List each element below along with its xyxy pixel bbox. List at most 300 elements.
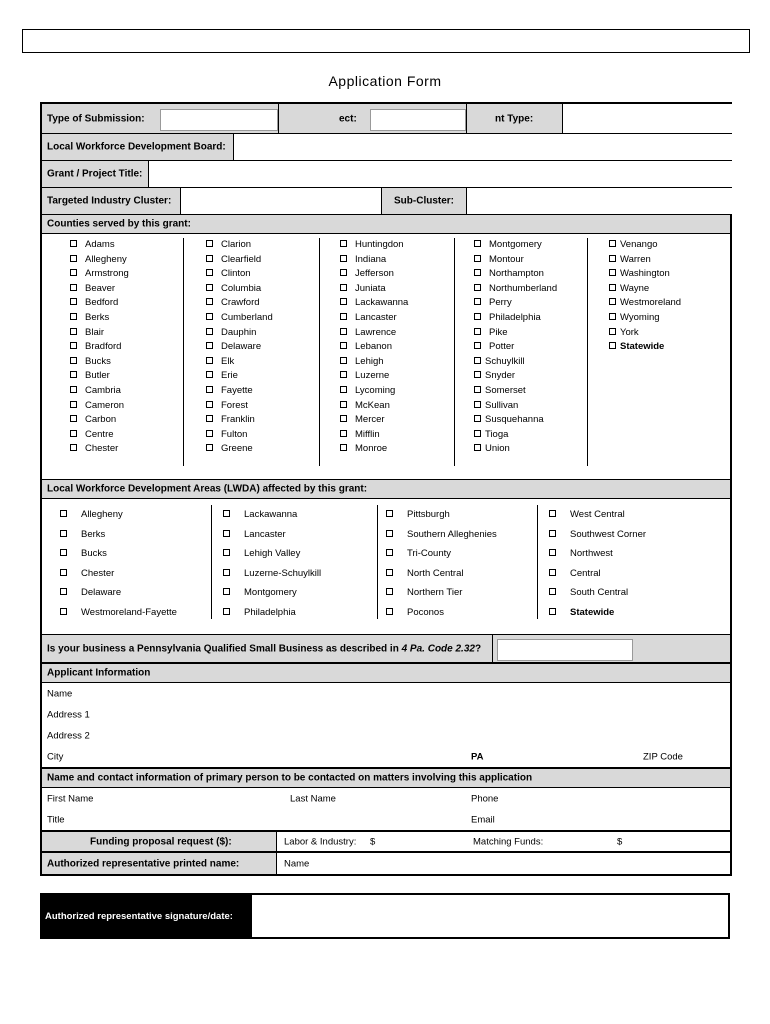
- checkbox-item[interactable]: [549, 544, 729, 564]
- authorized-row: [42, 853, 730, 874]
- checkbox-item[interactable]: [206, 399, 319, 414]
- checkbox[interactable]: [340, 430, 347, 437]
- checkbox[interactable]: [70, 313, 77, 320]
- counties-column-4: [474, 238, 588, 466]
- checkbox-item[interactable]: [206, 428, 319, 443]
- checkbox[interactable]: [60, 569, 67, 576]
- checkbox-item[interactable]: [474, 253, 587, 268]
- checkbox-item[interactable]: [474, 282, 587, 297]
- checkbox-item[interactable]: [474, 413, 587, 428]
- checkbox[interactable]: [549, 530, 556, 537]
- checkbox-item[interactable]: [609, 238, 729, 253]
- checkbox-item[interactable]: [609, 267, 729, 282]
- checkbox-item[interactable]: [609, 253, 729, 268]
- checkbox-label: Somerset: [485, 384, 526, 396]
- applicant-address1-label: Address 1: [47, 709, 90, 720]
- checkbox-label: Greene: [221, 443, 253, 455]
- checkbox-item[interactable]: [70, 238, 183, 253]
- applicant-address2-label: Address 2: [47, 730, 90, 741]
- checkbox-label: Wayne: [620, 282, 650, 294]
- checkbox[interactable]: [70, 240, 77, 247]
- checkbox[interactable]: [70, 342, 77, 349]
- checkbox[interactable]: [206, 444, 213, 451]
- project-title-field[interactable]: [148, 161, 732, 187]
- checkbox[interactable]: [70, 415, 77, 422]
- checkbox-label: Schuylkill: [485, 355, 525, 367]
- checkbox[interactable]: [609, 269, 616, 276]
- lwdb-field[interactable]: [233, 134, 732, 160]
- checkbox-label: Elk: [221, 355, 235, 367]
- checkbox[interactable]: [340, 240, 347, 247]
- checkbox-item[interactable]: [609, 282, 729, 297]
- checkbox-item[interactable]: [206, 413, 319, 428]
- project-label: ect:: [339, 113, 357, 124]
- checkbox-item[interactable]: [340, 282, 454, 297]
- checkbox[interactable]: [474, 313, 481, 320]
- checkbox[interactable]: [70, 401, 77, 408]
- checkbox[interactable]: [206, 357, 213, 364]
- checkbox[interactable]: [609, 342, 616, 349]
- checkbox-item[interactable]: [206, 311, 319, 326]
- checkbox[interactable]: [206, 415, 213, 422]
- checkbox[interactable]: [340, 342, 347, 349]
- checkbox-item[interactable]: [549, 564, 729, 584]
- checkbox[interactable]: [206, 371, 213, 378]
- checkbox-item[interactable]: [70, 282, 183, 297]
- checkbox[interactable]: [474, 269, 481, 276]
- checkbox-item[interactable]: [340, 311, 454, 326]
- checkbox[interactable]: [70, 371, 77, 378]
- checkbox-label: Union: [485, 443, 510, 455]
- checkbox-item[interactable]: [474, 238, 587, 253]
- checkbox-item[interactable]: [340, 238, 454, 253]
- checkbox-item[interactable]: [206, 326, 319, 341]
- matching-funds-amount[interactable]: $: [617, 836, 623, 847]
- checkbox[interactable]: [70, 430, 77, 437]
- checkbox[interactable]: [386, 510, 393, 517]
- checkbox-item[interactable]: [474, 311, 587, 326]
- checkbox-label: Warren: [620, 253, 651, 265]
- checkbox-item[interactable]: [223, 505, 377, 525]
- checkbox-item[interactable]: [206, 355, 319, 370]
- checkbox[interactable]: [549, 549, 556, 556]
- checkbox-item[interactable]: [474, 384, 587, 399]
- checkbox[interactable]: [340, 328, 347, 335]
- checkbox[interactable]: [340, 357, 347, 364]
- checkbox-label: Forest: [221, 399, 248, 411]
- title-label: Title: [47, 814, 65, 825]
- checkbox[interactable]: [206, 313, 213, 320]
- applicant-zip-label: ZIP Code: [643, 751, 683, 762]
- checkbox-label: Northumberland: [489, 282, 558, 294]
- checkbox[interactable]: [223, 588, 230, 595]
- lwda-column-1: [60, 505, 212, 619]
- applicant-name-row[interactable]: [42, 683, 730, 704]
- checkbox-item[interactable]: [70, 384, 183, 399]
- checkbox-label: Centre: [85, 428, 114, 440]
- checkbox-item[interactable]: [70, 413, 183, 428]
- checkbox[interactable]: [474, 240, 481, 247]
- checkbox[interactable]: [386, 608, 393, 615]
- checkbox-label: Erie: [221, 370, 238, 382]
- applicant-address1-row[interactable]: [42, 704, 730, 725]
- checkbox-item[interactable]: [223, 564, 377, 584]
- checkbox[interactable]: [206, 284, 213, 291]
- industry-label: Targeted Industry Cluster:: [47, 195, 172, 207]
- checkbox-item[interactable]: [474, 267, 587, 282]
- checkbox-item[interactable]: [206, 340, 319, 355]
- checkbox[interactable]: [340, 444, 347, 451]
- checkbox[interactable]: [474, 386, 481, 393]
- checkbox[interactable]: [340, 313, 347, 320]
- checkbox-item[interactable]: [206, 369, 319, 384]
- checkbox-label: Westmoreland-Fayette: [81, 606, 177, 618]
- checkbox[interactable]: [70, 269, 77, 276]
- checkbox-label: Adams: [85, 239, 115, 250]
- checkbox-item[interactable]: [549, 583, 729, 603]
- checkbox-item[interactable]: [70, 369, 183, 384]
- checkbox-label: Bucks: [85, 355, 111, 367]
- checkbox[interactable]: [206, 328, 213, 335]
- checkbox-label: Southern Alleghenies: [407, 528, 497, 540]
- checkbox-label: York: [620, 326, 639, 338]
- checkbox[interactable]: [549, 588, 556, 595]
- checkbox-label: Berks: [81, 528, 106, 540]
- checkbox-item[interactable]: [70, 355, 183, 370]
- checkbox-item[interactable]: [70, 326, 183, 341]
- submission-row: [42, 104, 730, 134]
- lwda-header-label: Local Workforce Development Areas (LWDA) affected by this grant:: [47, 483, 368, 495]
- checkbox-label: West Central: [570, 509, 625, 520]
- checkbox-label: Armstrong: [85, 268, 129, 280]
- checkbox[interactable]: [60, 608, 67, 615]
- checkbox-item[interactable]: [609, 311, 729, 326]
- small-business-question: Is your business a Pennsylvania Qualified Small Business as described in 4 Pa. Code 2.32?: [47, 643, 482, 654]
- checkbox-label: Wyoming: [620, 311, 660, 323]
- checkbox-item[interactable]: [340, 355, 454, 370]
- checkbox-label: Beaver: [85, 282, 116, 294]
- checkbox-label: Northern Tier: [407, 587, 463, 598]
- checkbox-item[interactable]: [223, 583, 377, 603]
- checkbox[interactable]: [340, 371, 347, 378]
- checkbox[interactable]: [70, 386, 77, 393]
- checkbox-item[interactable]: [340, 369, 454, 384]
- checkbox-item[interactable]: [386, 583, 537, 603]
- checkbox-item[interactable]: [340, 253, 454, 268]
- checkbox[interactable]: [340, 284, 347, 291]
- lwdb-row: [42, 134, 730, 161]
- checkbox[interactable]: [474, 401, 481, 408]
- checkbox[interactable]: [70, 298, 77, 305]
- checkbox-label: Statewide: [570, 606, 615, 618]
- checkbox-item[interactable]: [474, 326, 587, 341]
- checkbox-label: Philadelphia: [244, 606, 296, 618]
- checkbox-label: Poconos: [407, 606, 444, 618]
- checkbox-label: Snyder: [485, 370, 516, 382]
- checkbox-label: Susquehanna: [485, 414, 544, 426]
- contact-header-label: Name and contact information of primary person to be contacted on matters involving this application: [47, 772, 533, 784]
- checkbox-item[interactable]: [340, 340, 454, 355]
- checkbox[interactable]: [474, 284, 481, 291]
- checkbox-item[interactable]: [70, 253, 183, 268]
- checkbox[interactable]: [609, 284, 616, 291]
- checkbox-item[interactable]: [474, 296, 587, 311]
- checkbox-item[interactable]: [70, 442, 183, 457]
- checkbox-label: Lawrence: [355, 326, 397, 338]
- checkbox-item[interactable]: [60, 583, 211, 603]
- checkbox[interactable]: [70, 284, 77, 291]
- contact-name-row[interactable]: [42, 788, 730, 809]
- checkbox[interactable]: [223, 510, 230, 517]
- checkbox-item[interactable]: [206, 267, 319, 282]
- last-name-label: Last Name: [290, 793, 336, 804]
- checkbox-label: Tioga: [485, 428, 509, 440]
- checkbox[interactable]: [386, 530, 393, 537]
- checkbox[interactable]: [206, 298, 213, 305]
- checkbox[interactable]: [223, 530, 230, 537]
- checkbox-label: Tri-County: [407, 548, 451, 559]
- lwda-list: [42, 499, 730, 635]
- checkbox[interactable]: [609, 240, 616, 247]
- checkbox[interactable]: [474, 415, 481, 422]
- checkbox-label: Delaware: [221, 341, 262, 353]
- checkbox-item[interactable]: [60, 564, 211, 584]
- checkbox-label: Carbon: [85, 414, 117, 426]
- checkbox-label: Bradford: [85, 341, 122, 353]
- checkbox[interactable]: [206, 386, 213, 393]
- checkbox-item[interactable]: [206, 238, 319, 253]
- checkbox[interactable]: [474, 357, 481, 364]
- checkbox[interactable]: [206, 255, 213, 262]
- checkbox-item[interactable]: [549, 505, 729, 525]
- checkbox-label: Luzerne-Schuylkill: [244, 567, 322, 579]
- checkbox[interactable]: [474, 342, 481, 349]
- checkbox[interactable]: [340, 298, 347, 305]
- lwda-column-2: [223, 505, 378, 619]
- checkbox-item[interactable]: [206, 296, 319, 311]
- checkbox[interactable]: [609, 313, 616, 320]
- checkbox-label: Cameron: [85, 399, 125, 411]
- checkbox[interactable]: [549, 510, 556, 517]
- checkbox-label: Sullivan: [485, 399, 519, 411]
- checkbox-label: Dauphin: [221, 326, 257, 338]
- checkbox[interactable]: [206, 240, 213, 247]
- checkbox-item[interactable]: [223, 544, 377, 564]
- signature-field[interactable]: [252, 895, 728, 937]
- project-title-row: [42, 161, 730, 188]
- applicant-header: [42, 664, 730, 683]
- checkbox-label: Lycoming: [355, 384, 396, 396]
- checkbox[interactable]: [223, 549, 230, 556]
- checkbox[interactable]: [340, 255, 347, 262]
- checkbox-item[interactable]: [386, 544, 537, 564]
- checkbox-label: Clearfield: [221, 253, 262, 265]
- checkbox[interactable]: [474, 430, 481, 437]
- checkbox-item[interactable]: [609, 326, 729, 341]
- checkbox-item[interactable]: [70, 267, 183, 282]
- checkbox-label: Juniata: [355, 282, 386, 294]
- checkbox[interactable]: [474, 255, 481, 262]
- checkbox-label: Lancaster: [244, 528, 286, 540]
- checkbox-item[interactable]: [70, 311, 183, 326]
- matching-funds-label: Matching Funds:: [473, 836, 544, 847]
- checkbox-item[interactable]: [549, 603, 729, 623]
- checkbox-item[interactable]: [60, 603, 211, 623]
- small-business-field[interactable]: [497, 639, 633, 661]
- checkbox-item[interactable]: [206, 384, 319, 399]
- counties-header-label: Counties served by this grant:: [47, 218, 191, 230]
- checkbox-label: Chester: [85, 443, 119, 455]
- checkbox-item[interactable]: [340, 326, 454, 341]
- checkbox-label: Southwest Corner: [570, 528, 647, 540]
- checkbox-label: Lackawanna: [244, 509, 298, 520]
- authorized-name-field[interactable]: Name: [284, 858, 310, 869]
- checkbox[interactable]: [549, 569, 556, 576]
- checkbox-item[interactable]: [70, 428, 183, 443]
- checkbox-label: Delaware: [81, 587, 122, 598]
- small-business-row: [42, 635, 730, 664]
- checkbox-item[interactable]: [340, 296, 454, 311]
- checkbox-item[interactable]: [340, 428, 454, 443]
- checkbox-label: Clinton: [221, 268, 251, 280]
- divider: [466, 104, 467, 133]
- checkbox-item[interactable]: [474, 442, 587, 457]
- checkbox-item[interactable]: [386, 525, 537, 545]
- applicant-city-label: City: [47, 751, 64, 762]
- checkbox-item[interactable]: [223, 603, 377, 623]
- checkbox[interactable]: [474, 444, 481, 451]
- checkbox-label: Lancaster: [355, 311, 397, 323]
- checkbox[interactable]: [340, 415, 347, 422]
- checkbox[interactable]: [60, 530, 67, 537]
- checkbox-item[interactable]: [474, 355, 587, 370]
- checkbox-label: Lehigh: [355, 355, 384, 367]
- checkbox-label: Lackawanna: [355, 297, 409, 309]
- checkbox-label: Blair: [85, 326, 105, 338]
- page-title: Application Form: [328, 73, 442, 89]
- checkbox-item[interactable]: [206, 282, 319, 297]
- checkbox-label: North Central: [407, 567, 464, 579]
- applicant-address2-row[interactable]: [42, 725, 730, 746]
- checkbox[interactable]: [70, 444, 77, 451]
- checkbox-label: Venango: [620, 239, 658, 250]
- checkbox[interactable]: [549, 608, 556, 615]
- checkbox[interactable]: [609, 255, 616, 262]
- type-of-submission-field[interactable]: [160, 109, 278, 131]
- checkbox-label: Philadelphia: [489, 311, 541, 323]
- industry-field[interactable]: [180, 188, 382, 214]
- checkbox-label: Lehigh Valley: [244, 548, 301, 559]
- checkbox[interactable]: [386, 588, 393, 595]
- applicant-header-label: Applicant Information: [47, 667, 151, 679]
- checkbox-item[interactable]: [549, 525, 729, 545]
- checkbox-item[interactable]: [60, 505, 211, 525]
- checkbox[interactable]: [60, 588, 67, 595]
- checkbox-item[interactable]: [340, 399, 454, 414]
- checkbox-label: Clarion: [221, 239, 252, 250]
- grant-type-field[interactable]: [563, 104, 732, 133]
- checkbox-item[interactable]: [340, 442, 454, 457]
- checkbox-label: Butler: [85, 370, 110, 382]
- applicant-city-row[interactable]: [42, 746, 730, 769]
- checkbox-item[interactable]: [70, 399, 183, 414]
- divider: [492, 635, 493, 662]
- checkbox-label: Crawford: [221, 297, 260, 309]
- checkbox-label: South Central: [570, 587, 629, 598]
- checkbox[interactable]: [340, 269, 347, 276]
- checkbox-item[interactable]: [340, 267, 454, 282]
- checkbox-item[interactable]: [474, 428, 587, 443]
- checkbox[interactable]: [474, 371, 481, 378]
- checkbox-item[interactable]: [474, 369, 587, 384]
- checkbox-item[interactable]: [206, 442, 319, 457]
- contact-title-row[interactable]: [42, 809, 730, 832]
- checkbox-label: Perry: [489, 297, 512, 309]
- checkbox-item[interactable]: [386, 505, 537, 525]
- checkbox-item[interactable]: [70, 340, 183, 355]
- checkbox[interactable]: [206, 342, 213, 349]
- checkbox-item[interactable]: [206, 253, 319, 268]
- checkbox[interactable]: [60, 510, 67, 517]
- checkbox-item[interactable]: [386, 603, 537, 623]
- checkbox-item[interactable]: [386, 564, 537, 584]
- checkbox-item[interactable]: [609, 296, 729, 311]
- checkbox-label: Bucks: [81, 548, 107, 559]
- checkbox[interactable]: [609, 328, 616, 335]
- lwdb-label: Local Workforce Development Board:: [47, 141, 226, 153]
- checkbox-item[interactable]: [474, 340, 587, 355]
- checkbox-label: Potter: [489, 341, 515, 353]
- checkbox[interactable]: [386, 569, 393, 576]
- signature-label: Authorized representative signature/date:: [42, 895, 252, 937]
- signature-box: [40, 893, 730, 939]
- checkbox[interactable]: [60, 549, 67, 556]
- checkbox-label: McKean: [355, 399, 390, 411]
- checkbox-item[interactable]: [70, 296, 183, 311]
- checkbox[interactable]: [474, 328, 481, 335]
- checkbox[interactable]: [70, 328, 77, 335]
- checkbox[interactable]: [340, 386, 347, 393]
- checkbox-label: Central: [570, 567, 601, 579]
- project-title-label: Grant / Project Title:: [47, 168, 143, 180]
- checkbox[interactable]: [206, 401, 213, 408]
- checkbox[interactable]: [386, 549, 393, 556]
- checkbox[interactable]: [70, 357, 77, 364]
- checkbox-item[interactable]: [340, 413, 454, 428]
- project-field[interactable]: [370, 109, 466, 131]
- checkbox[interactable]: [474, 298, 481, 305]
- checkbox[interactable]: [609, 298, 616, 305]
- checkbox[interactable]: [223, 569, 230, 576]
- checkbox-item[interactable]: [223, 525, 377, 545]
- checkbox[interactable]: [206, 269, 213, 276]
- checkbox-label: Franklin: [221, 414, 255, 426]
- lwda-header: [42, 480, 730, 499]
- checkbox-item[interactable]: [60, 525, 211, 545]
- contact-header: [42, 769, 730, 788]
- labor-industry-label: Labor & Industry:: [284, 836, 357, 847]
- checkbox[interactable]: [206, 430, 213, 437]
- checkbox-item[interactable]: [60, 544, 211, 564]
- checkbox[interactable]: [70, 255, 77, 262]
- checkbox-item[interactable]: [474, 399, 587, 414]
- checkbox[interactable]: [340, 401, 347, 408]
- sub-cluster-field[interactable]: [466, 188, 732, 214]
- checkbox-item[interactable]: [609, 340, 729, 355]
- checkbox[interactable]: [223, 608, 230, 615]
- labor-industry-amount[interactable]: $: [370, 836, 376, 847]
- checkbox-item[interactable]: [340, 384, 454, 399]
